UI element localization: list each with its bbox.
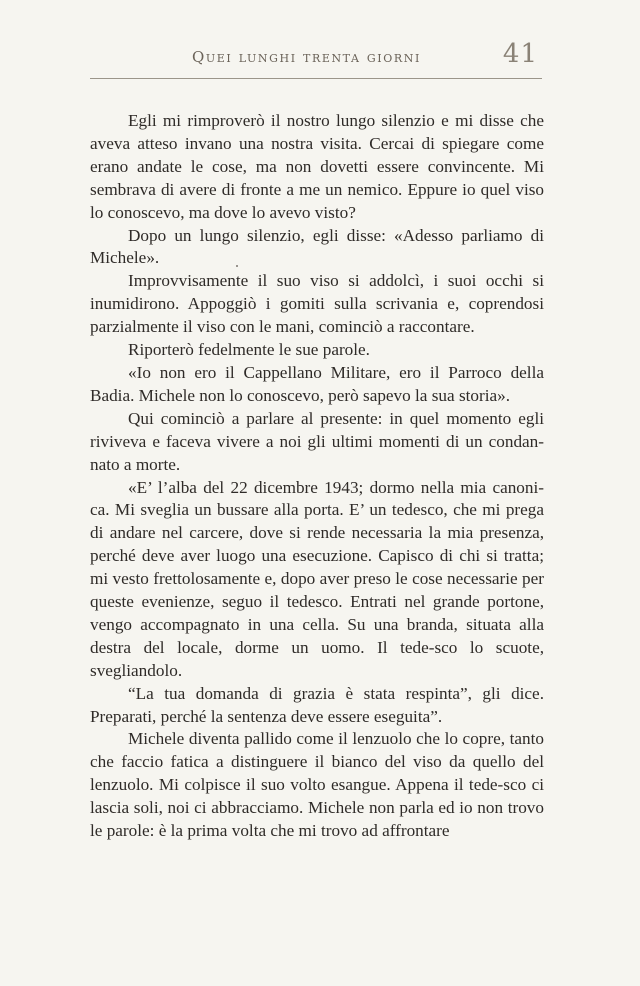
paragraph: Improvvisamente il suo viso si addolcì, i suoi occhi si inumidirono. Appoggiò i gomiti sulla scrivania e, coprendosi parzialmente il viso con le mani, cominciò a raccontare. <box>90 271 544 337</box>
page-number: 41 <box>502 39 538 69</box>
paragraph: Qui cominciò a parlare al presente: in quel momento egli riviveva e faceva vivere a noi gli ultimi momenti di un condan-nato a morte. <box>90 408 544 474</box>
paragraph: «Io non ero il Cappellano Militare, ero il Parroco della Badia. Michele non lo conoscevo, però sapevo la sua storia». <box>90 362 544 405</box>
print-speck <box>236 265 238 267</box>
paragraph: Dopo un lungo silenzio, egli disse: «Adesso parliamo di Michele». <box>90 225 544 268</box>
body-text <box>90 110 544 843</box>
header-rule <box>90 78 542 79</box>
paragraph: «E’ l’alba del 22 dicembre 1943; dormo nella mia canoni-ca. Mi sveglia un bussare alla porta. E’ un tedesco, che mi prega di andare nel carcere, dove si rende necessaria la mia presenza, perché deve aver luogo una esecuzione. Capisco di chi si tratta; mi vesto frettolosamente e, dopo aver preso le cose necessarie per queste evenienze, seguo il tedesco. Entrati nel grande portone, vengo accompagnato in una cella. Su una branda, situata alla destra del locale, dorme un uomo. Il tede-sco lo scuote, svegliandolo. <box>90 477 544 680</box>
paragraph: Michele diventa pallido come il lenzuolo che lo copre, tanto che faccio fatica a distinguere il bianco del viso da quello del lenzuolo. Mi colpisce il suo volto esangue. Appena il tede-sco ci lascia soli, noi ci abbracciamo. Michele non parla ed io non trovo le parole: è la prima volta che mi trovo ad affrontare <box>90 729 544 841</box>
running-header <box>90 38 542 78</box>
paragraph: Riporterò fedelmente le sue parole. <box>128 340 370 360</box>
paragraph: Egli mi rimproverò il nostro lungo silenzio e mi disse che aveva atteso invano una nostra visita. Cercai di spiegare come erano andate le cose, ma non dovetti essere convincente. Mi sembrava di avere di fronte a me un nemico. Eppure io quel viso lo conoscevo, ma dove lo avevo visto? <box>90 111 544 222</box>
paragraph: “La tua domanda di grazia è stata respinta”, gli dice. Preparati, perché la sentenza deve essere eseguita”. <box>90 683 544 726</box>
running-title: Quei lunghi trenta giorni <box>192 48 421 66</box>
